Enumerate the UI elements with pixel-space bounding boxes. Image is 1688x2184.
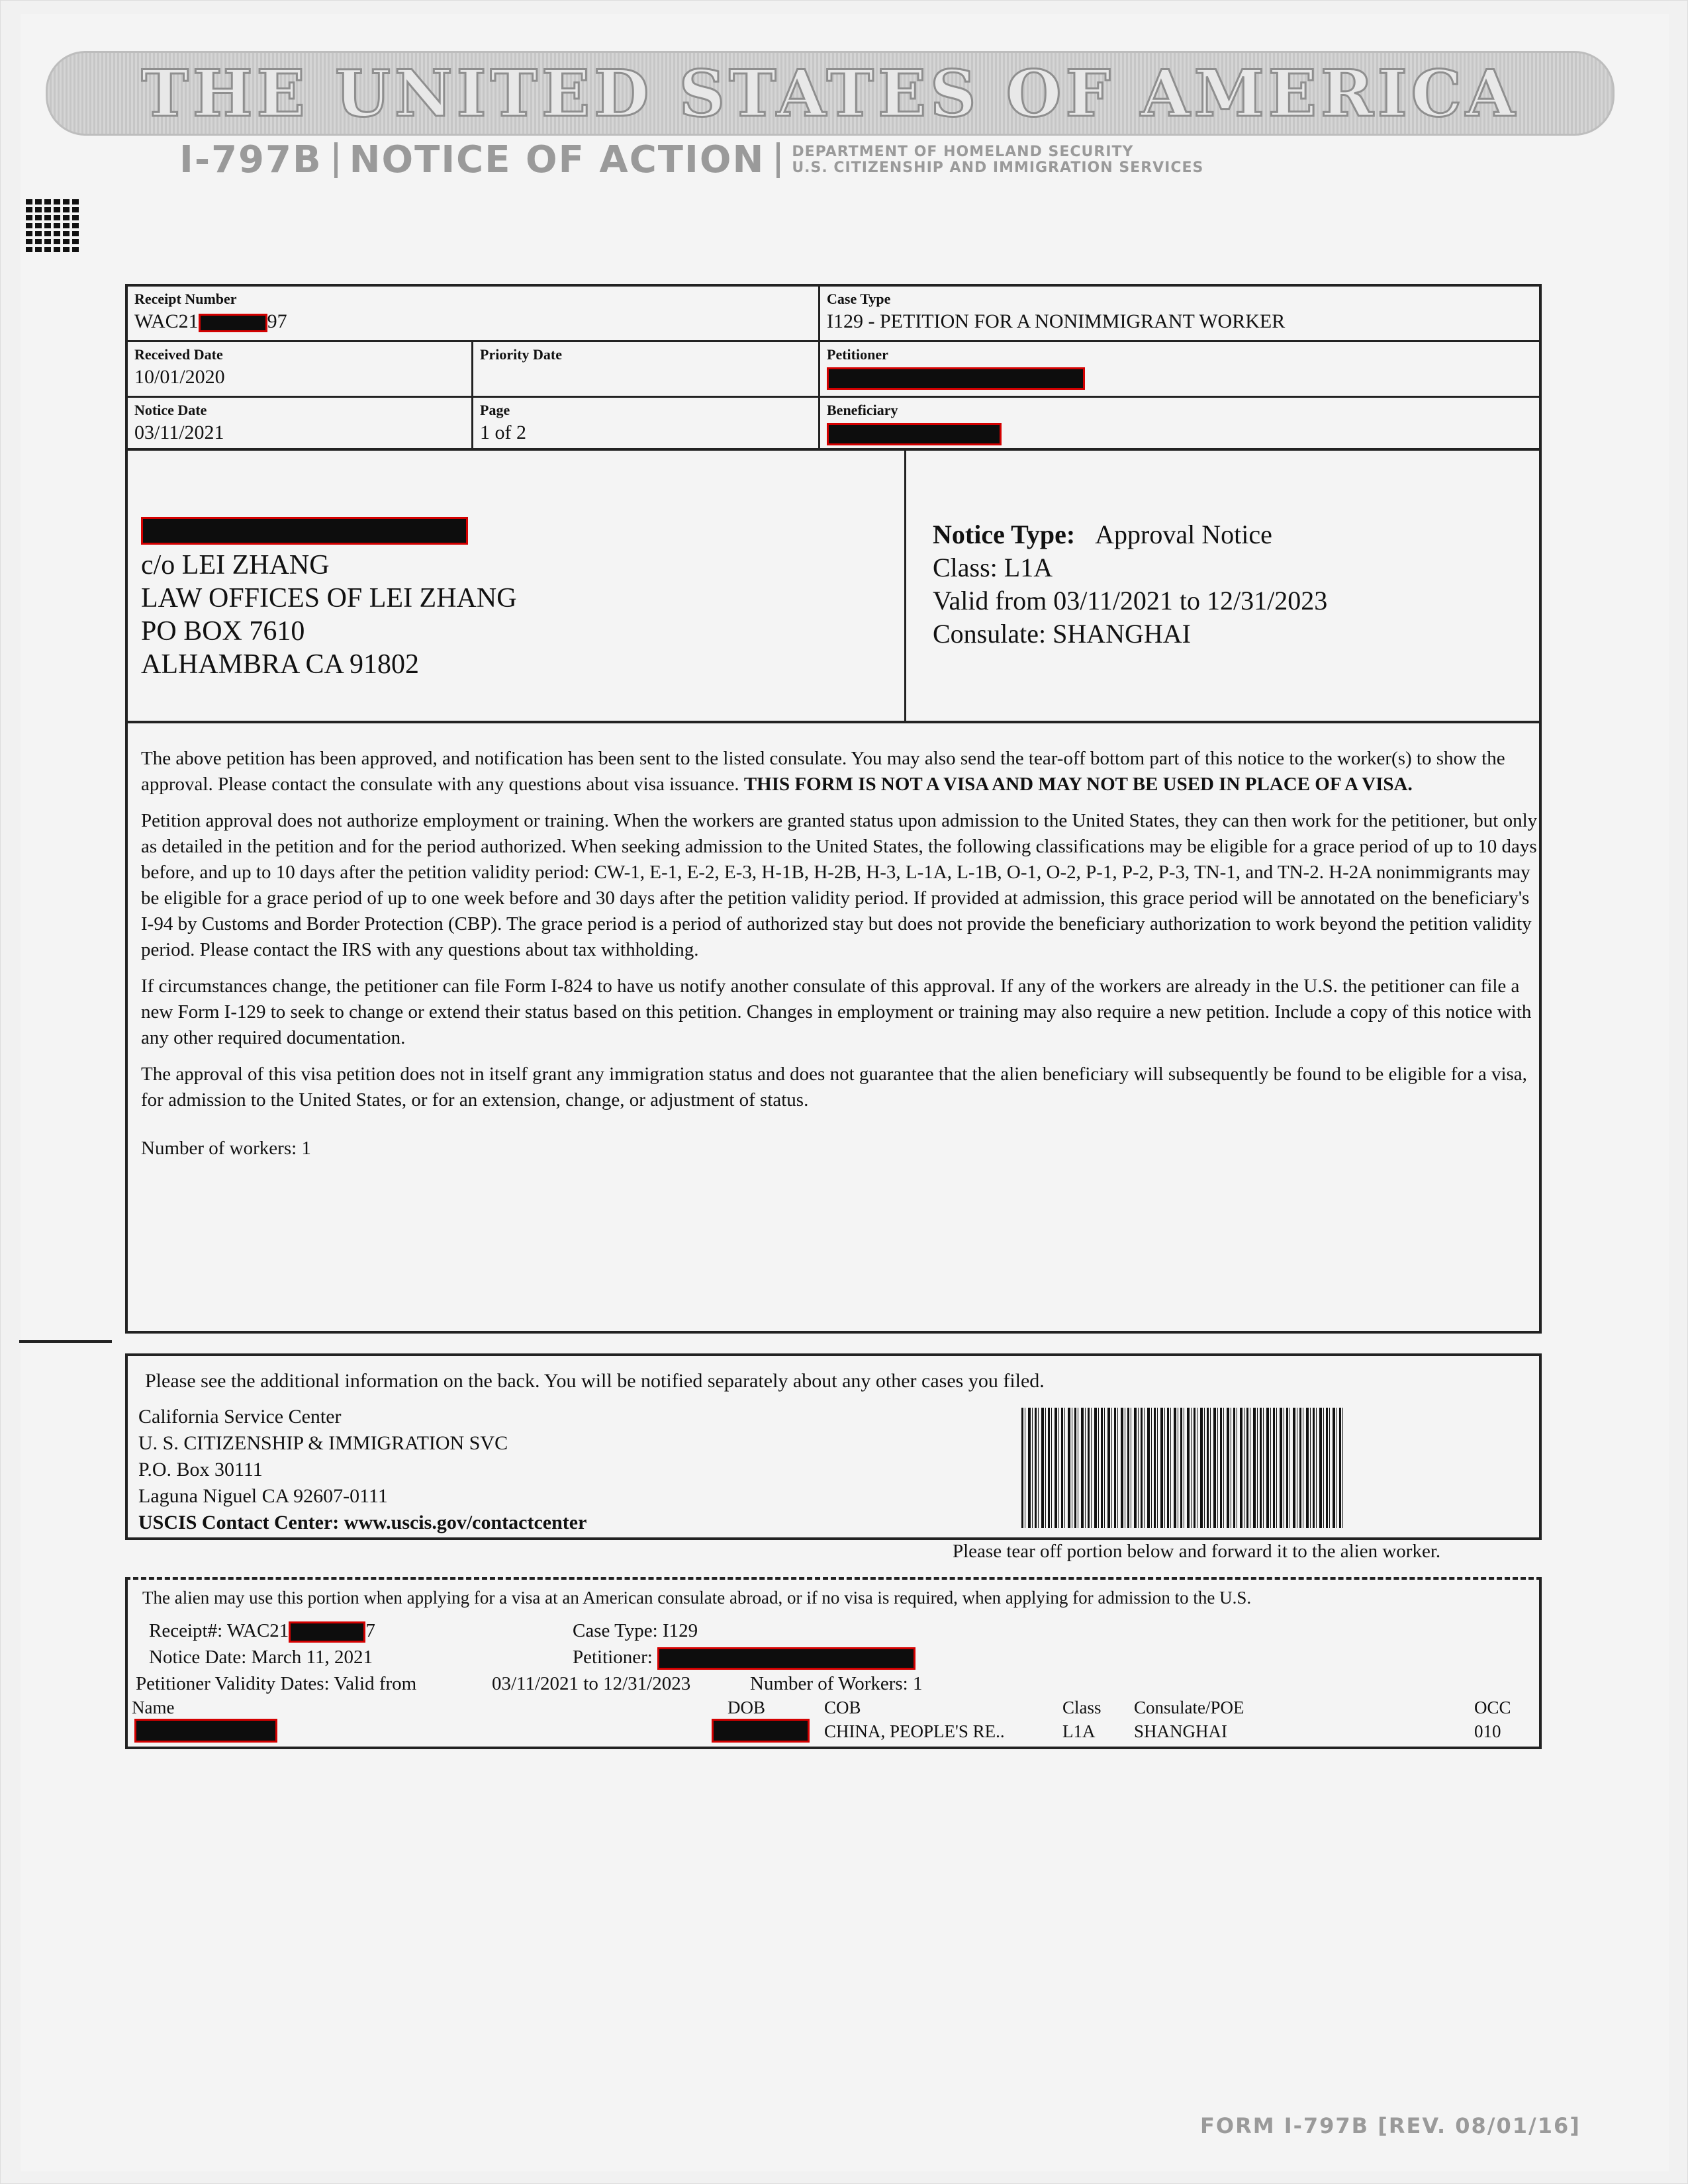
notice-consulate: Consulate: SHANGHAI [933, 619, 1191, 649]
header-banner [46, 51, 1615, 136]
tear-off-workers: Number of Workers: 1 [750, 1673, 923, 1694]
consulate-value: SHANGHAI [1134, 1721, 1227, 1741]
tear-off-validity-value: 03/11/2021 to 12/31/2023 [492, 1673, 691, 1694]
service-center-line: Laguna Niguel CA 92607-0111 [138, 1485, 388, 1507]
notice-of-action-title: NOTICE OF ACTION [349, 138, 765, 181]
case-type-cell [820, 287, 1539, 342]
tear-off-receipt: Receipt#: WAC21 7 [149, 1619, 375, 1643]
priority-date-label: Priority Date [480, 346, 562, 363]
occ-value: 010 [1474, 1721, 1501, 1741]
margin-line [19, 1340, 112, 1343]
beneficiary-cell [820, 398, 1539, 451]
notice-date-label: Notice Date [134, 402, 207, 418]
address-line: ALHAMBRA CA 91802 [141, 649, 420, 680]
cob-value: CHINA, PEOPLE'S RE.. [824, 1721, 1005, 1741]
notice-validity: Valid from 03/11/2021 to 12/31/2023 [933, 586, 1328, 615]
banner-title: THE UNITED STATES OF AMERICA [141, 56, 1519, 131]
receipt-number-cell [128, 287, 820, 342]
form-revision-footer: FORM I-797B [REV. 08/01/16] [1200, 2113, 1581, 2138]
case-type-label: Case Type [827, 291, 891, 307]
received-date-cell [128, 342, 473, 398]
tear-off-case-type: Case Type: I129 [573, 1620, 698, 1641]
tear-off-instruction: Please tear off portion below and forward it to the alien worker. [953, 1541, 1441, 1562]
tear-off-validity-label: Petitioner Validity Dates: Valid from [136, 1673, 417, 1694]
class-value: L1A [1062, 1721, 1096, 1741]
page-value: 1 of 2 [480, 422, 526, 443]
case-info-table [125, 284, 1542, 451]
paragraph: The approval of this visa petition does not in itself grant any immigration status and does not guarantee that the alien beneficiary will subsequently be found to be eligible for a visa, for admission to the United States, or for an extension, change, or adjustment of status. [141, 1064, 1527, 1111]
paragraph: The above petition has been approved, and notification has been sent to the listed consulate. You may also send the tear-off bottom part of this notice to the worker(s) to show the approval. Please contact the consulate with any questions about visa issuance. THIS FORM IS NOT A VISA AND MAY NOT BE USED IN PLACE OF A VISA. [141, 748, 1505, 795]
col-name-header: Name [132, 1698, 175, 1717]
redaction [141, 517, 468, 545]
tear-off-intro: The alien may use this portion when applying for a visa at an American consulate abroad, or if no visa is required, when applying for admission to the U.S. [142, 1588, 1252, 1608]
number-of-workers: Number of workers: 1 [141, 1138, 311, 1159]
address-line: LAW OFFICES OF LEI ZHANG [141, 583, 517, 614]
service-center-line: California Service Center [138, 1406, 342, 1428]
notice-class: Class: L1A [933, 553, 1053, 582]
page-cell [473, 398, 820, 451]
receipt-number-label: Receipt Number [134, 291, 237, 307]
divider [776, 142, 780, 178]
notice-section [906, 451, 1539, 721]
notice-type: Notice Type: Approval Notice [933, 520, 1272, 549]
case-type-value: I129 - PETITION FOR A NONIMMIGRANT WORKER [827, 310, 1286, 332]
address-line: PO BOX 7610 [141, 616, 305, 647]
notice-date-value: 03/11/2021 [134, 422, 224, 443]
body-text-box [125, 721, 1542, 1334]
redaction [199, 314, 267, 332]
form-subheader [179, 138, 1203, 181]
tear-off-notice-date: Notice Date: March 11, 2021 [149, 1647, 373, 1668]
col-occ-header: OCC [1474, 1698, 1511, 1717]
service-center-line: P.O. Box 30111 [138, 1459, 263, 1480]
datamatrix-code-icon [26, 199, 79, 252]
petitioner-cell [820, 342, 1539, 398]
additional-info: Please see the additional information on the back. You will be notified separately about any other cases you filed. [145, 1370, 1045, 1392]
page-label: Page [480, 402, 510, 418]
redaction [827, 423, 1002, 445]
contact-center: USCIS Contact Center: www.uscis.gov/contactcenter [138, 1512, 587, 1533]
service-center-line: U. S. CITIZENSHIP & IMMIGRATION SVC [138, 1432, 508, 1454]
department-name: DEPARTMENT OF HOMELAND SECURITY U.S. CITIZENSHIP AND IMMIGRATION SERVICES [792, 143, 1204, 176]
col-cob-header: COB [824, 1698, 861, 1717]
address-section [128, 451, 906, 721]
redaction [134, 1719, 277, 1743]
receipt-number-value: WAC21 97 [134, 310, 287, 332]
address-notice-box [125, 448, 1542, 723]
received-date-label: Received Date [134, 346, 223, 363]
col-class-header: Class [1062, 1698, 1102, 1717]
redaction [657, 1647, 915, 1670]
petitioner-label: Petitioner [827, 346, 888, 363]
paragraph: Petition approval does not authorize employment or training. When the workers are granted status upon admission to the United States, they can then work for the petitioner, but only as detailed in the petition and for the period authorized. When seeking admission to the United States, the following classifications may be eligible for a grace period of up to 10 days before, and up to 10 days after the petition validity period: CW-1, E-1, E-2, E-3, H-1B, H-2B, H-3, L-1A, L-1B, O-1, O-2, P-1, P-2, P-3, TN-1, and TN-2. H-2A nonimmigrants may be eligible for a grace period of up to one week before and 30 days after the petition validity period. If provided at admission, this grace period will be annotated on the beneficiary's I-94 by Customs and Border Protection (CBP). The grace period is a period of authorized stay but does not provide the beneficiary authorization to work beyond the petition validity period. Please contact the IRS with any questions about tax withholding. [141, 810, 1538, 960]
redaction [827, 367, 1085, 390]
priority-date-cell [473, 342, 820, 398]
col-consulate-header: Consulate/POE [1134, 1698, 1244, 1717]
redaction [289, 1621, 365, 1643]
col-dob-header: DOB [727, 1698, 766, 1717]
tear-off-portion [125, 1578, 1542, 1749]
tear-off-petitioner: Petitioner: [573, 1646, 915, 1670]
form-code: I-797B [179, 138, 322, 181]
address-line: c/o LEI ZHANG [141, 550, 330, 580]
notice-date-cell [128, 398, 473, 451]
barcode-icon [1021, 1408, 1344, 1528]
divider [334, 142, 338, 178]
body-text [141, 746, 1538, 1172]
paragraph: If circumstances change, the petitioner can file Form I-824 to have us notify another consulate of this approval. If any of the workers are already in the U.S. the petitioner can file a new Form I-129 to seek to change or extend their status based on this petition. Changes in employment or training may also require a new petition. Include a copy of this notice with any other required documentation. [141, 976, 1532, 1048]
redaction [712, 1719, 810, 1743]
beneficiary-label: Beneficiary [827, 402, 898, 418]
received-date-value: 10/01/2020 [134, 366, 225, 388]
